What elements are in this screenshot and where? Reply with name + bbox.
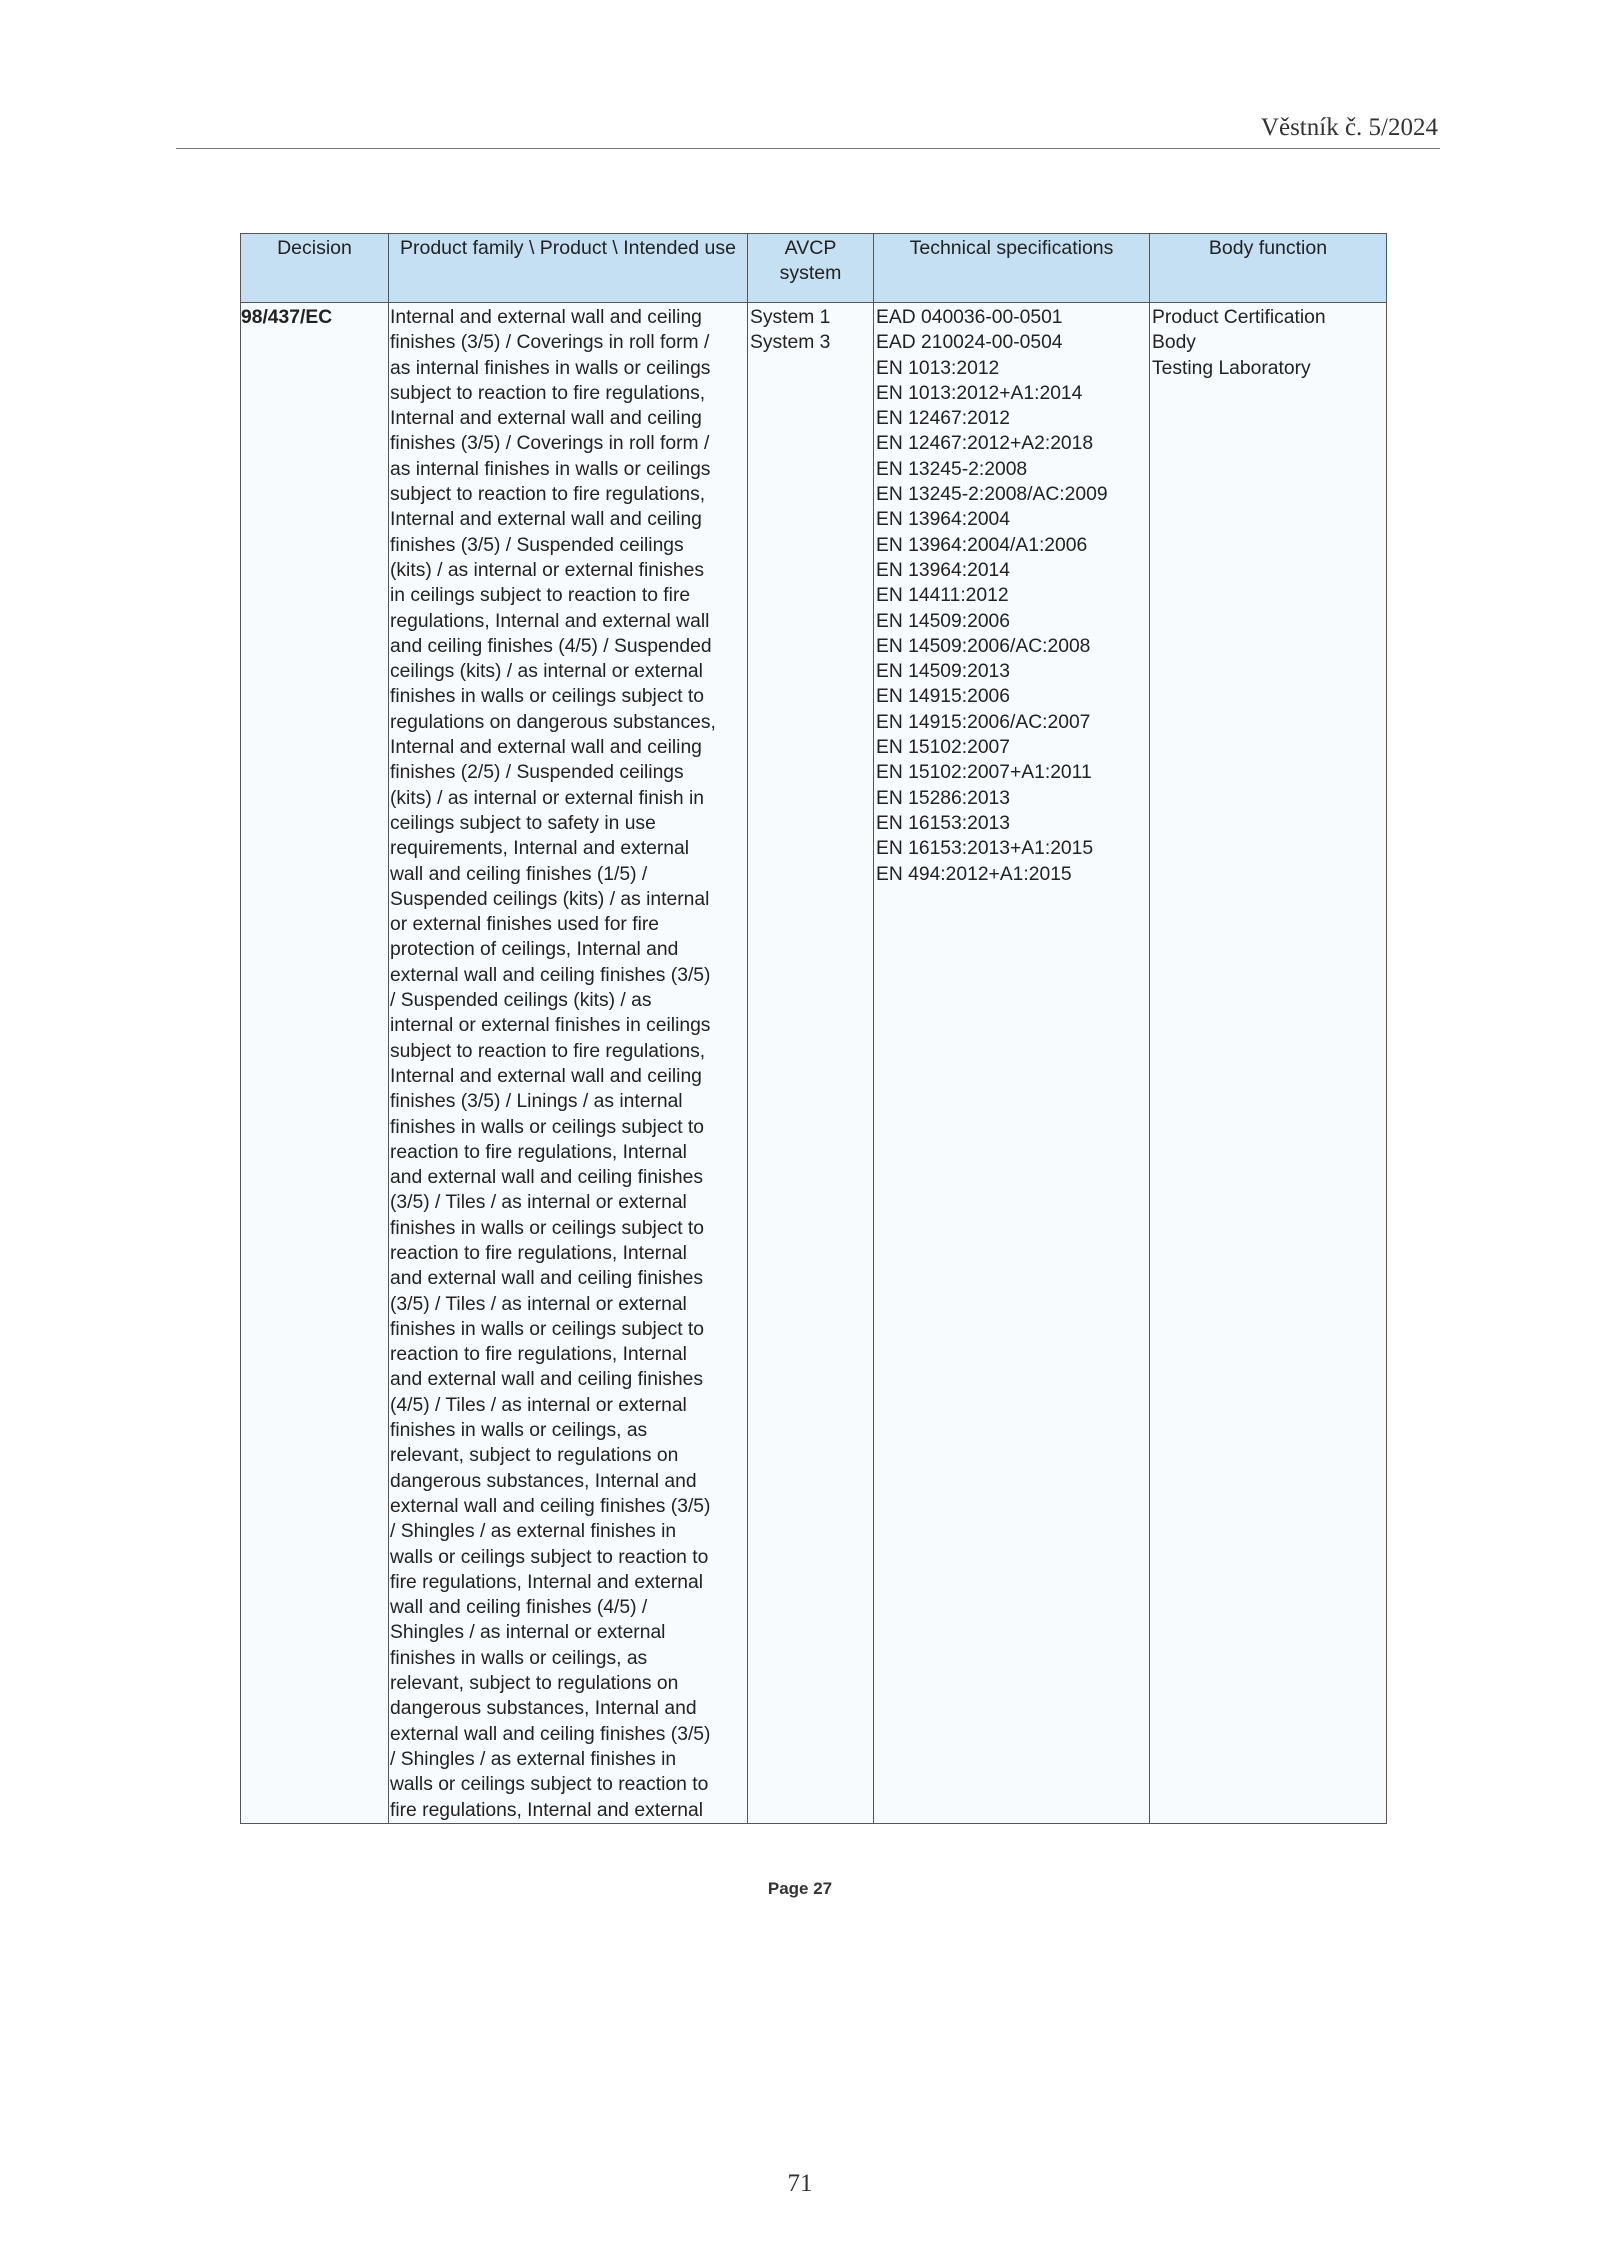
product-family-line: Internal and external wall and ceiling — [390, 1065, 702, 1087]
product-family-line: wall and ceiling finishes (1/5) / — [390, 863, 648, 885]
product-family-line: Internal and external wall and ceiling — [390, 737, 702, 759]
product-family-line: fire regulations, Internal and external — [390, 1571, 703, 1593]
product-family-line: and ceiling finishes (4/5) / Suspended — [390, 635, 712, 657]
product-family-line: external wall and ceiling finishes (3/5) — [390, 1495, 711, 1517]
product-family-line: relevant, subject to regulations on — [390, 1445, 679, 1467]
product-family-line: wall and ceiling finishes (4/5) / — [390, 1597, 648, 1619]
technical-specification-item: EN 14915:2006 — [876, 686, 1011, 708]
product-family-line: internal or external finishes in ceilings — [390, 1015, 711, 1037]
header-body-function: Body function — [1150, 234, 1387, 303]
body-function-lines — [1152, 305, 1386, 381]
avcp-system-item: System 1 — [750, 307, 831, 328]
table-header-row — [241, 234, 1387, 303]
product-family-line: dangerous substances, Internal and — [390, 1470, 697, 1492]
product-family-line: reaction to fire regulations, Internal — [390, 1141, 687, 1163]
technical-specification-item: EN 13245-2:2008/AC:2009 — [876, 484, 1108, 506]
product-family-line: or external finishes used for fire — [390, 914, 659, 936]
product-family-line: finishes in walls or ceilings subject to — [390, 1116, 704, 1138]
product-family-line: / Suspended ceilings (kits) / as — [390, 990, 652, 1012]
technical-specification-item: EN 1013:2012 — [876, 357, 1000, 379]
product-family-line: protection of ceilings, Internal and — [390, 939, 679, 961]
product-family-line: / Shingles / as external finishes in — [390, 1521, 677, 1543]
product-family-line: subject to reaction to fire regulations, — [390, 382, 706, 404]
technical-specification-item: EAD 040036-00-0501 — [876, 307, 1063, 328]
technical-specification-item: EN 16153:2013 — [876, 812, 1011, 834]
technical-specification-item: EN 15102:2007+A1:2011 — [876, 762, 1092, 784]
product-family-line: fire regulations, Internal and external — [390, 1799, 703, 1821]
product-family-line: (4/5) / Tiles / as internal or external — [390, 1394, 687, 1416]
technical-specification-item: EN 12467:2012 — [876, 408, 1011, 430]
technical-specification-item: EN 13964:2004 — [876, 509, 1011, 531]
technical-specification-item: EN 494:2012+A1:2015 — [876, 863, 1072, 885]
product-family-line: external wall and ceiling finishes (3/5) — [390, 964, 711, 986]
technical-specifications-lines — [876, 305, 1149, 887]
technical-specification-item: EN 13964:2004/A1:2006 — [876, 534, 1088, 556]
product-family-line: (kits) / as internal or external finish in — [390, 787, 704, 809]
product-family-line: regulations on dangerous substances, — [390, 711, 716, 733]
product-family-line: external wall and ceiling finishes (3/5) — [390, 1723, 711, 1745]
product-family-line: Suspended ceilings (kits) / as internal — [390, 888, 710, 910]
technical-specification-item: EN 13964:2014 — [876, 559, 1011, 581]
technical-specification-item: EN 15286:2013 — [876, 787, 1011, 809]
product-family-line: walls or ceilings subject to reaction to — [390, 1546, 709, 1568]
product-family-line: finishes (2/5) / Suspended ceilings — [390, 762, 684, 784]
technical-specification-item: EN 12467:2012+A2:2018 — [876, 433, 1094, 455]
technical-specification-item: EAD 210024-00-0504 — [876, 332, 1063, 354]
avcp-system-item: System 3 — [750, 332, 831, 354]
product-family-cell — [389, 303, 748, 1824]
product-family-line: Internal and external wall and ceiling — [390, 307, 702, 328]
product-family-line: as internal finishes in walls or ceilings — [390, 357, 711, 379]
header-avcp-system: AVCP system — [748, 234, 874, 303]
technical-specification-item: EN 14509:2006 — [876, 610, 1011, 632]
header-technical-specifications: Technical specifications — [874, 234, 1150, 303]
technical-specification-item: EN 14915:2006/AC:2007 — [876, 711, 1091, 733]
product-family-line: Internal and external wall and ceiling — [390, 408, 702, 430]
technical-specification-item: EN 15102:2007 — [876, 737, 1011, 759]
product-family-line: finishes (3/5) / Suspended ceilings — [390, 534, 684, 556]
technical-specification-item: EN 14509:2013 — [876, 661, 1011, 683]
body-function-line: Body — [1152, 332, 1196, 354]
product-family-line: ceilings (kits) / as internal or external — [390, 661, 703, 683]
product-family-line: and external wall and ceiling finishes — [390, 1167, 703, 1189]
decision-cell: 98/437/EC — [241, 303, 389, 1824]
page-number: 71 — [787, 2170, 813, 2197]
product-family-line: Internal and external wall and ceiling — [390, 509, 702, 531]
product-family-line: finishes in walls or ceilings, as — [390, 1647, 648, 1669]
table-row — [241, 303, 1387, 1824]
product-family-line: Shingles / as internal or external — [390, 1622, 666, 1644]
product-family-line: relevant, subject to regulations on — [390, 1673, 679, 1695]
product-family-lines — [390, 305, 745, 1823]
technical-specifications-cell — [874, 303, 1150, 1824]
body-function-cell — [1150, 303, 1387, 1824]
technical-specification-item: EN 1013:2012+A1:2014 — [876, 382, 1083, 404]
page-label: Page 27 — [767, 1879, 833, 1898]
product-family-line: and external wall and ceiling finishes — [390, 1268, 703, 1290]
product-family-line: finishes (3/5) / Linings / as internal — [390, 1091, 683, 1113]
product-family-line: dangerous substances, Internal and — [390, 1698, 697, 1720]
running-header — [176, 112, 1440, 149]
product-family-line: finishes in walls or ceilings subject to — [390, 1318, 704, 1340]
product-family-line: reaction to fire regulations, Internal — [390, 1344, 687, 1366]
product-family-line: (3/5) / Tiles / as internal or external — [390, 1192, 687, 1214]
product-family-line: reaction to fire regulations, Internal — [390, 1242, 687, 1264]
technical-specification-item: EN 16153:2013+A1:2015 — [876, 838, 1094, 860]
header-decision: Decision — [241, 234, 389, 303]
product-family-line: / Shingles / as external finishes in — [390, 1748, 677, 1770]
product-family-line: walls or ceilings subject to reaction to — [390, 1774, 709, 1796]
product-family-line: finishes in walls or ceilings subject to — [390, 1217, 704, 1239]
journal-title: Věstník č. 5/2024 — [1260, 114, 1438, 141]
product-family-line: (kits) / as internal or external finishes — [390, 559, 704, 581]
product-family-line: regulations, Internal and external wall — [390, 610, 710, 632]
product-family-line: finishes in walls or ceilings, as — [390, 1420, 648, 1442]
avcp-system-cell — [748, 303, 874, 1824]
product-family-line: in ceilings subject to reaction to fire — [390, 585, 691, 607]
header-product-family: Product family \ Product \ Intended use — [389, 234, 748, 303]
product-family-line: subject to reaction to fire regulations, — [390, 484, 706, 506]
avcp-system-lines — [750, 305, 873, 356]
product-family-line: finishes (3/5) / Coverings in roll form / — [390, 433, 710, 455]
product-family-line: and external wall and ceiling finishes — [390, 1369, 703, 1391]
specification-table — [240, 233, 1387, 1824]
product-family-line: as internal finishes in walls or ceilings — [390, 458, 711, 480]
product-family-line: finishes in walls or ceilings subject to — [390, 686, 704, 708]
product-family-line: finishes (3/5) / Coverings in roll form / — [390, 332, 710, 354]
technical-specification-item: EN 14411:2012 — [876, 585, 1009, 607]
product-family-line: (3/5) / Tiles / as internal or external — [390, 1293, 687, 1315]
product-family-line: requirements, Internal and external — [390, 838, 690, 860]
body-function-line: Testing Laboratory — [1152, 357, 1311, 379]
product-family-line: ceilings subject to safety in use — [390, 812, 656, 834]
technical-specification-item: EN 14509:2006/AC:2008 — [876, 635, 1091, 657]
technical-specification-item: EN 13245-2:2008 — [876, 458, 1028, 480]
body-function-line: Product Certification — [1152, 307, 1326, 328]
product-family-line: subject to reaction to fire regulations, — [390, 1040, 706, 1062]
